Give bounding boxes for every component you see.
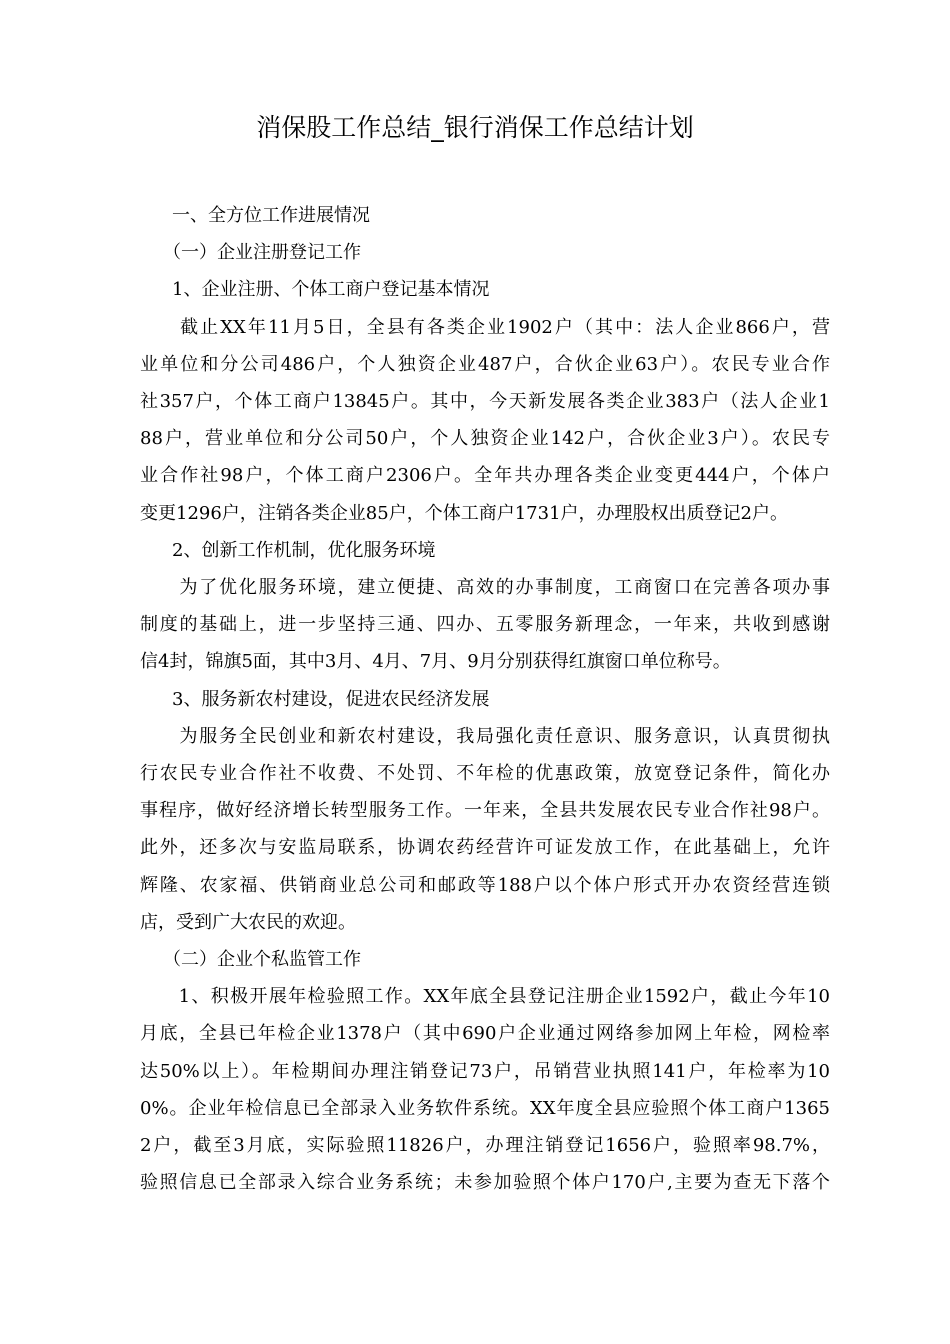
paragraph-line: 行农民专业合作社不收费、不处罚、不年检的优惠政策，放宽登记条件，简化办 [140,763,830,785]
paragraph-line: 0%。企业年检信息已全部录入业务软件系统。XX年度全县应验照个体工商户1365 [140,1097,830,1119]
paragraph [140,718,830,941]
paragraph-line: 验照信息已全部录入综合业务系统；未参加验照个体户170户,主要为查无下落个 [140,1172,830,1194]
paragraph-line: 1、积极开展年检验照工作。XX年底全县登记注册企业1592户，截止今年10 [140,986,830,1008]
paragraph [140,569,830,681]
subsection-heading: （二）企业个私监管工作 [163,949,361,971]
paragraph-line: 信4封，锦旗5面，其中3月、4月、7月、9月分别获得红旗窗口单位称号。 [140,651,731,673]
paragraph [140,978,830,1201]
paragraph-line: 月底，全县已年检企业1378户（其中690户企业通过网络参加网上年检，网检率 [140,1023,830,1045]
item-heading: 1、企业注册、个体工商户登记基本情况 [172,279,490,301]
subsection-heading: （一）企业注册登记工作 [163,242,361,264]
paragraph-line: 社357户，个体工商户13845户。其中，今天新发展各类企业383户（法人企业1 [140,391,830,413]
paragraph-line: 达50%以上）。年检期间办理注销登记73户，吊销营业执照141户，年检率为10 [140,1060,830,1082]
paragraph-line: 制度的基础上，进一步坚持三通、四办、五零服务新理念，一年来，共收到感谢 [140,614,830,636]
item-heading: 3、服务新农村建设，促进农民经济发展 [172,688,490,710]
paragraph-line: 辉隆、农家福、供销商业总公司和邮政等188户以个体户形式开办农资经营连锁 [140,874,830,896]
paragraph-line: 此外，还多次与安监局联系，协调农药经营许可证发放工作，在此基础上，允许 [140,837,830,859]
paragraph-line: 为了优化服务环境，建立便捷、高效的办事制度，工商窗口在完善各项办事 [140,577,830,599]
paragraph-line: 店，受到广大农民的欢迎。 [140,911,356,933]
item-heading: 2、创新工作机制，优化服务环境 [172,539,436,561]
paragraph-line: 88户，营业单位和分公司50户，个人独资企业142户，合伙企业3户）。农民专 [140,428,830,450]
paragraph-line: 2户，截至3月底，实际验照11826户，办理注销登记1656户，验照率98.7%， [140,1135,830,1157]
paragraph-line: 事程序，做好经济增长转型服务工作。一年来，全县共发展农民专业合作社98户。 [140,800,830,822]
paragraph-line: 业单位和分公司486户，个人独资企业487户，合伙企业63户）。农民专业合作 [140,353,830,375]
paragraph-line: 截止XX年11月5日，全县有各类企业1902户（其中：法人企业866户，营 [140,316,830,338]
section-heading: 一、全方位工作进展情况 [172,205,370,226]
paragraph-line: 变更1296户，注销各类企业85户，个体工商户1731户，办理股权出质登记2户。 [140,502,788,524]
document-title: 消保股工作总结_银行消保工作总结计划 [256,113,694,142]
document-body [140,197,830,1201]
paragraph [140,309,830,532]
paragraph-line: 为服务全民创业和新农村建设，我局强化责任意识、服务意识，认真贯彻执 [140,725,830,747]
paragraph-line: 业合作社98户，个体工商户2306户。全年共办理各类企业变更444户，个体户 [140,465,830,487]
